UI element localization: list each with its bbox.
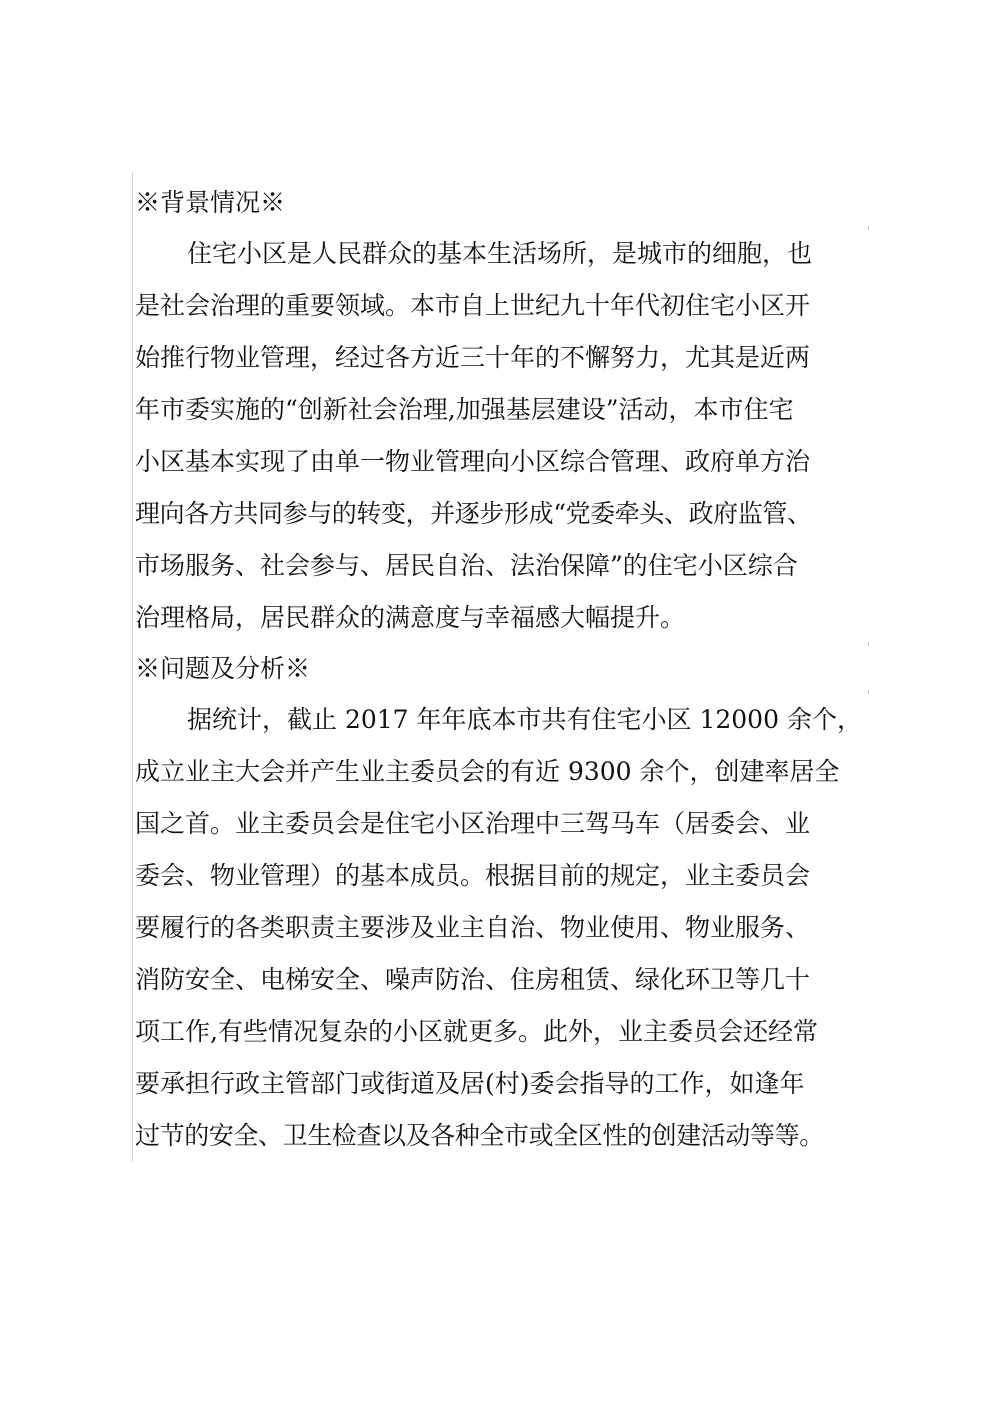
- paragraph-line: 市场服务、社会参与、居民自治、法治保障”的住宅小区综合: [135, 551, 798, 580]
- section-heading-problems: ※问题及分析※: [135, 654, 311, 683]
- paragraph-line: 消防安全、电梯安全、噪声防治、住房租赁、绿化环卫等几十: [135, 965, 811, 994]
- margin-rule: [132, 172, 133, 1162]
- paragraph-problems: [135, 694, 875, 1162]
- paragraph-line: 据统计，截止 2017 年年底本市共有住宅小区 12000 余个，: [187, 705, 862, 734]
- paragraph-line: 项工作,有些情况复杂的小区就更多。此外，业主委员会还经常: [135, 1017, 818, 1046]
- paragraph-line: 要承担行政主管部门或街道及居(村)委会指导的工作，如逢年: [135, 1069, 805, 1098]
- paragraph-line: 理向各方共同参与的转变，并逐步形成“党委牵头、政府监管、: [135, 499, 812, 528]
- paragraph-line: 年市委实施的“创新社会治理,加强基层建设”活动，本市住宅: [135, 395, 794, 424]
- paragraph-line: 始推行物业管理，经过各方近三十年的不懈努力，尤其是近两: [135, 343, 811, 372]
- paragraph-background: [135, 228, 875, 644]
- paragraph-line: 要履行的各类职责主要涉及业主自治、物业使用、物业服务、: [135, 913, 811, 942]
- paragraph-line: 是社会治理的重要领域。本市自上世纪九十年代初住宅小区开: [135, 291, 811, 320]
- paragraph-line: 住宅小区是人民群众的基本生活场所，是城市的细胞，也: [187, 239, 813, 268]
- paragraph-line: 成立业主大会并产生业主委员会的有近 9300 余个，创建率居全: [135, 757, 840, 786]
- paragraph-line: 治理格局，居民群众的满意度与幸福感大幅提升。: [135, 603, 686, 632]
- document-body: [135, 178, 875, 1162]
- paragraph-line: 小区基本实现了由单一物业管理向小区综合管理、政府单方治: [135, 447, 811, 476]
- section-heading-background: ※背景情况※: [135, 188, 286, 217]
- paragraph-line: 委会、物业管理）的基本成员。根据目前的规定，业主委员会: [135, 861, 811, 890]
- paragraph-line: 国之首。业主委员会是住宅小区治理中三驾马车（居委会、业: [135, 809, 811, 838]
- paragraph-line: 过节的安全、卫生检查以及各种全市或全区性的创建活动等等。: [135, 1121, 824, 1150]
